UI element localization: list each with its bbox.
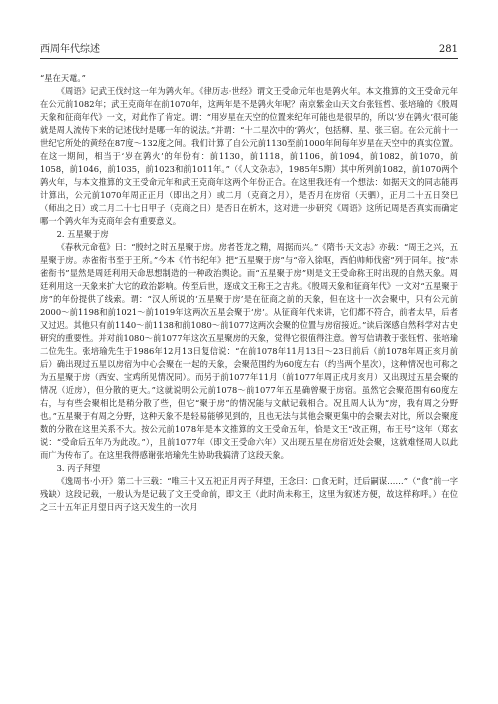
paragraph-wuxing: 《春秋元命苞》曰：“殷纣之时五星聚于房。房者苍龙之精，周据而兴。”《隋书·天文志》亦载：“周王之兴，五星聚于房。赤雀衔书至于王所。”今本《竹书纪年》把“五星聚于房”与“帝入徐呕，西伯帅师伐密”列于同年。按“赤雀衔书”显然是周廷利用天命思想制造的一种政治舆论。而“五星聚于房”则是文王受命称王时出现的自然天象。周廷利用这一天象来扩大它的政治影响。传至后世，逐成文王称王之吉兆。《殷周天象和征商年代》一文对“五星聚于房”的年份提供了线索。谓：“汉人所说的‘五星聚于房’是在征商之前的天象，但在这十一次会聚中，只有公元前2000～前1198和前1021～前1019年这两次五星会聚于‘房’。从征商年代来讲，它们都不符合，前者太早，后者又过迟。其他只有前1140～前1138和前1080～前1077这两次会聚的位置与房宿接近。”读后深感自然科学对古史研究的重要性。并对前1080～前1077年这次五星聚房的天象，觉得它很值得注意。曾写信请教于张钰哲、张培瑜二位先生。张培瑜先生于1986年12月13日复信说：“在前1078年11月13日～23日前后（前1078年周正亥月前后）确出现过五星以房宿为中心会聚在一起的天象，会聚范围约为60度左右（约当两个星次），这种情况也可称之为五星聚于房（西安、宝鸡所见情况同）。而另于前1077年11月（前1077年周正戌月亥月）又出现过五星会聚的情况（近房），但分散的更大。”这就说明公元前1078～前1077年五星确曾聚于房宿。虽然它会聚范围有60度左右，与有些会聚相比是稍分散了些，但它“聚于房”的情况能与文献记载相合。况且周人认为“房，我有周之分野也。”五星聚于有周之分野，这种天象不是轻易能够见到的，且也无法与其他会聚更集中的会聚去对比，所以会聚度数的分散在这里关系不大。按公元前1078年是本文推算的文王受命五年，恰是文王“改正朔，布王号”这年（郑玄说：“受命后五年乃为此改。”），且前1077年（即文王受命六年）又出现五星在房宿近处会聚，这就难怪周人以此而广为传布了。在这里我得感谢张培瑜先生协助我搞清了这段天象。 [40,242,458,460]
section-heading-wuxing: 2. 五星聚于房 [56,229,109,239]
paragraph-suixing: 《周语》记武王伐纣这一年为鹑火年。《律历志·世经》谓文王受命元年也是鹑火年。本文推算的文王受命元年在公元前1082年；武王克商年在前1070年，这两年是不是鹑火年呢？南京紫金山天文台张钰哲、张培瑜的《殷周天象和征商年代》一文，对此作了肯定。谓：“用岁星在天空的位置来纪年可能也是很早的，所以‘岁在鹑火’很可能就是周人流传下来的记述伐纣是哪一年的说法。”并谓：“十二星次中的‘鹑火’，包括柳、星、张三宿。在公元前十一世纪它所处的黄经在87度～132度之间。我们计算了自公元前1130至前1000年间每年岁星在天空中的真实位置。在这一期间，相当于‘岁在鹑火’的年份有：前1130，前1118，前1106，前1094，前1082，前1070，前1058，前1046，前1035，前1023和前1011年。”（《人文杂志》，1985年5期）其中所列前1082，前1070两个鹑火年，与本文推算的文王受命元年和武王克商年这两个年份正合。在这里我还有一个想法：如据天文的同志能再计算出，公元前1070年周正正月（即出之月）或二月（克商之月），是否月在房宿（天驷），正月二十五日癸巳（师出之日）或二月二十七日甲子（克商之日）是否日在析木，这对进一步研究《周语》这所记周是否真实而确定哪一个鹑火年为克商年会有重要意义。 [40,86,458,226]
running-head: 西周年代综述 [40,44,100,55]
page-header [40,44,458,59]
page-body [40,72,458,514]
section-heading-bingzi: 3. 丙子拜望 [56,463,101,473]
paragraph-bingzi: 《逸周书·小开》第二十三载：“唯三十又五祀正月丙子拜望，王念曰：□食无时，迁后嗣谋……”（“食”前一字残缺）这段记载，一般认为是记载了文王受命前，即文王（此时尚未称王，这里为叙述方便，故这样称呼。）在位之三十五年正月望日丙子这天发生的一次月 [40,476,458,512]
page-number: 281 [438,44,458,55]
paragraph-quote-end: “星在天鼋。” [40,73,86,83]
